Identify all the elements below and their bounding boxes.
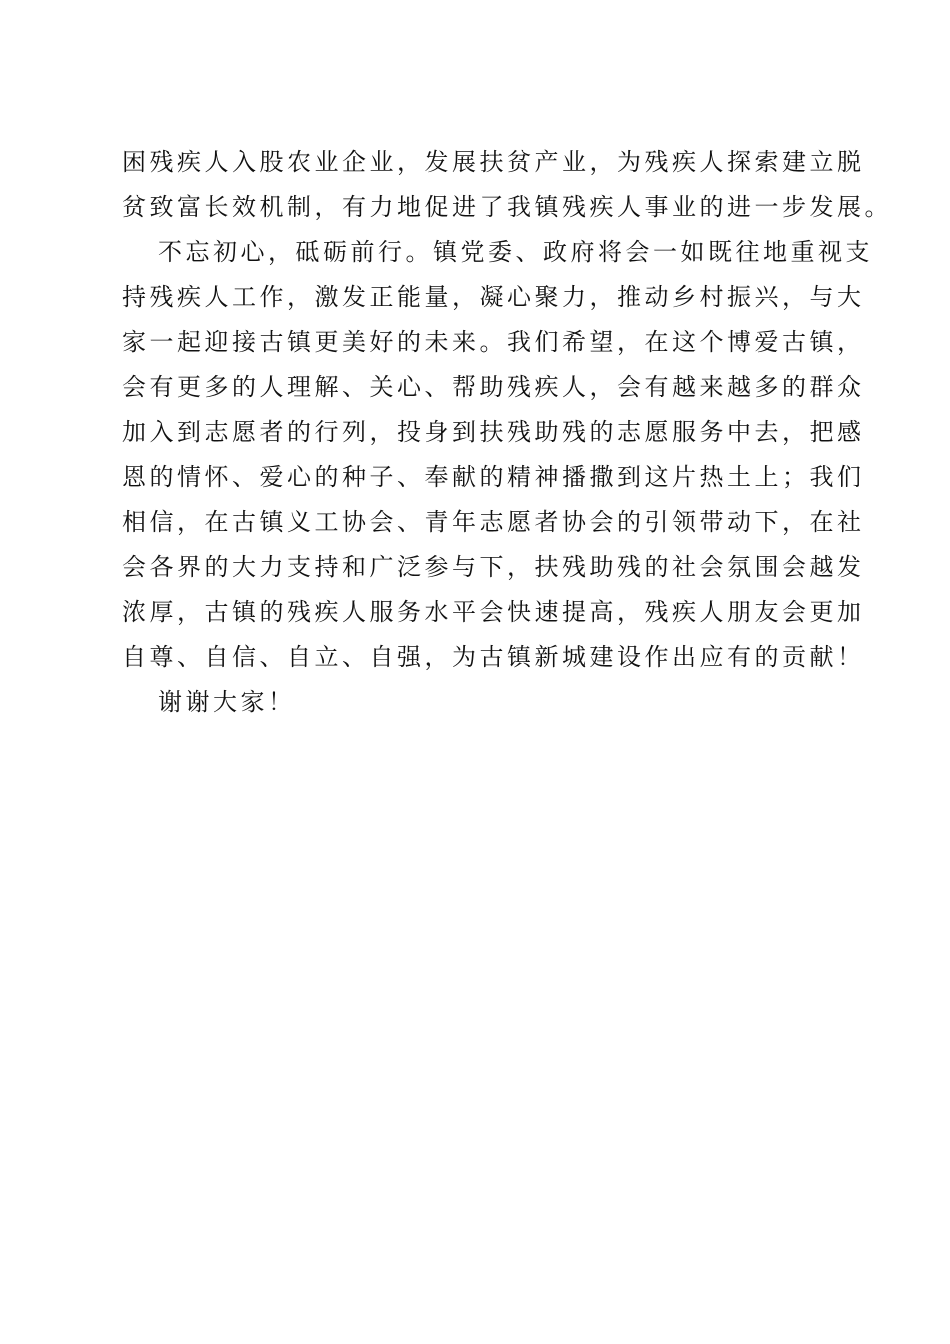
paragraph-line: 恩的情怀、爱心的种子、奉献的精神播撒到这片热土上；我们 <box>122 463 865 491</box>
paragraph-line: 贫致富长效机制，有力地促进了我镇残疾人事业的进一步发展。 <box>122 193 892 221</box>
paragraph-line: 相信，在古镇义工协会、青年志愿者协会的引领带动下，在社 <box>122 508 865 536</box>
paragraph-line: 困残疾人入股农业企业，发展扶贫产业，为残疾人探索建立脱 <box>122 148 865 176</box>
paragraph-line: 加入到志愿者的行列，投身到扶残助残的志愿服务中去，把感 <box>122 418 865 446</box>
paragraph-line: 会各界的大力支持和广泛参与下，扶残助残的社会氛围会越发 <box>122 553 865 581</box>
paragraph-line: 自尊、自信、自立、自强，为古镇新城建设作出应有的贡献！ <box>122 643 865 671</box>
document-body <box>122 140 892 725</box>
paragraph-line: 家一起迎接古镇更美好的未来。我们希望，在这个博爱古镇， <box>122 328 865 356</box>
paragraph-line: 不忘初心，砥砺前行。镇党委、政府将会一如既往地重视支 <box>158 238 873 266</box>
paragraph-line: 浓厚，古镇的残疾人服务水平会快速提高，残疾人朋友会更加 <box>122 598 865 626</box>
paragraph-line: 会有更多的人理解、关心、帮助残疾人，会有越来越多的群众 <box>122 373 865 401</box>
paragraph-line: 持残疾人工作，激发正能量，凝心聚力，推动乡村振兴，与大 <box>122 283 865 311</box>
closing-line: 谢谢大家！ <box>158 688 296 716</box>
